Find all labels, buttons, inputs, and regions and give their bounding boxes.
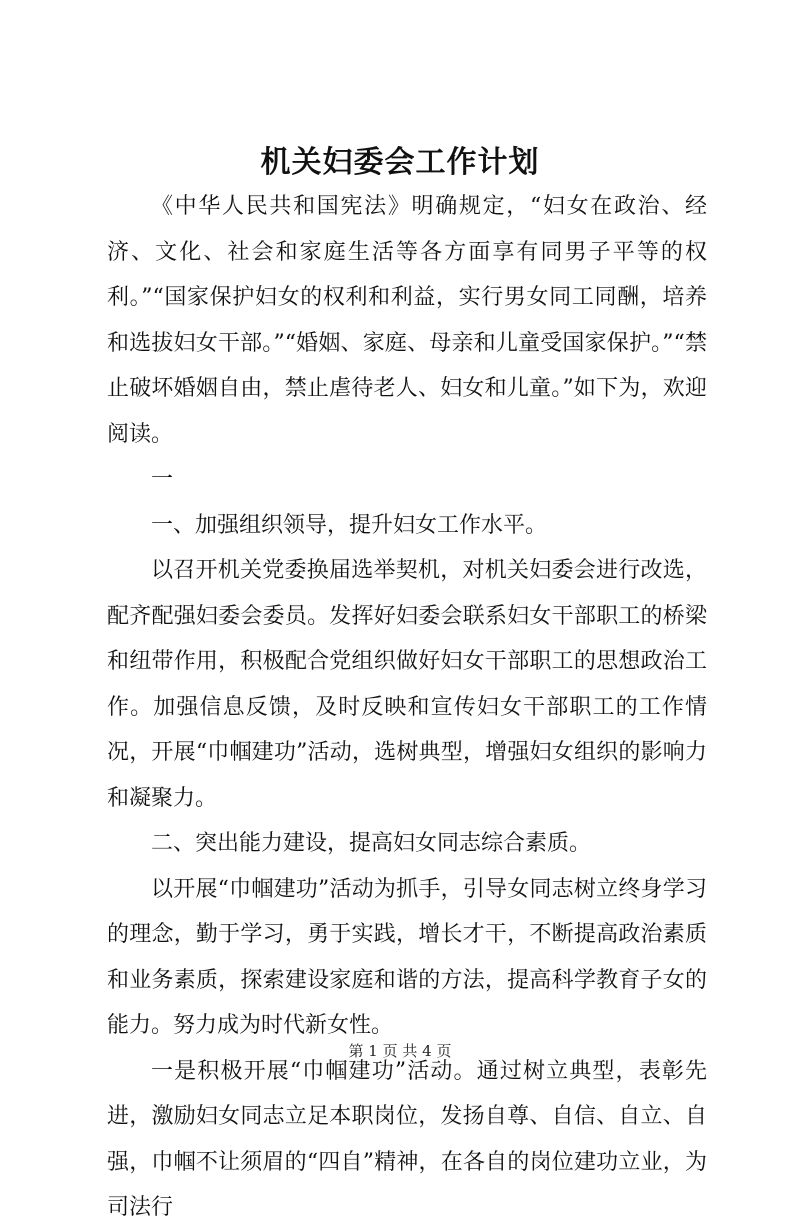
paragraph-section-two: 以开展“巾帼建功”活动为抓手，引导女同志树立终身学习的理念，勤于学习，勇于实践，增长才干，不断提高政治素质和业务素质，探索建设家庭和谐的方法，提高科学教育子女的能力。努力成为时代新女性。 [107, 876, 707, 1038]
heading-section-one: 一、加强组织领导，提升妇女工作水平。 [151, 512, 548, 538]
paragraph-section-marker: 一 [151, 467, 174, 492]
document-body [107, 184, 707, 1231]
document-title: 机关妇委会工作计划 [260, 145, 540, 180]
page-number-footer: 第 1 页 共 4 页 [348, 1042, 452, 1060]
paragraph-section-one: 以召开机关党委换届选举契机，对机关妇委会进行改选，配齐配强妇委会委员。发挥好妇委会联系妇女干部职工的桥梁和纽带作用，积极配合党组织做好妇女干部职工的思想政治工作。加强信息反馈，及时反映和宣传妇女干部职工的工作情况，开展“巾帼建功”活动，选树典型，增强妇女组织的影响力和凝聚力。 [107, 558, 707, 811]
paragraph-intro: 《中华人民共和国宪法》明确规定，“妇女在政治、经济、文化、社会和家庭生活等各方面享有同男子平等的权利。”“国家保护妇女的权利和利益，实行男女同工同酬，培养和选拔妇女干部。”“婚姻、家庭、母亲和儿童受国家保护。”“禁止破坏婚姻自由，禁止虐待老人、妇女和儿童。”如下为，欢迎阅读。 [107, 194, 707, 447]
heading-section-two: 二、突出能力建设，提高妇女同志综合素质。 [151, 831, 592, 856]
paragraph-item-one: 一是积极开展“巾帼建功”活动。通过树立典型，表彰先进，激励妇女同志立足本职岗位，发扬自尊、自信、自立、自强，巾帼不让须眉的“四自”精神，在各自的岗位建功立业，为司法行 [107, 1058, 707, 1220]
